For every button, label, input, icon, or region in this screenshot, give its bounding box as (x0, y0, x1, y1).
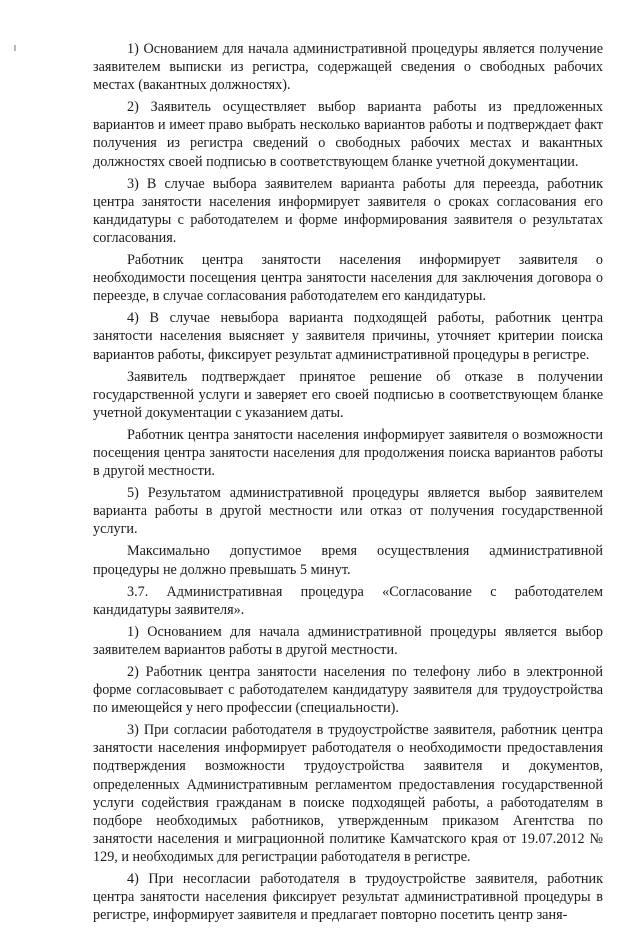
paragraph: 4) В случае невыбора варианта подходящей работы, работник центра занятости населения выясняет у заявителя причины, уточняет критерии поиска вариантов работы, фиксирует результат административной процедуры в регистре. (93, 310, 603, 363)
paragraph: Работник центра занятости населения информирует заявителя о необходимости посещения центра занятости населения для заключения договора о переезде, в случае согласования работодателем его кандидатуры. (93, 252, 603, 305)
paragraph: 5) Результатом административной процедуры является выбор заявителем варианта работы в другой местности или отказ от получения государственной услуги. (93, 485, 603, 538)
paragraph: 3) При согласии работодателя в трудоустройстве заявителя, работник центра занятости населения информирует работодателя о необходимости предоставления подтверждения возможности трудоустройства заявителя и документов, определенных Административным регламентом предоставления государственной услуги содействия гражданам в поиске подходящей работы, а работодателям в подборе необходимых работников, утвержденным приказом Агентства по занятости населения и миграционной политике Камчатского края от 19.07.2012 № 129, и необходимых для регистрации работодателя в регистре. (93, 722, 603, 865)
paragraph: 1) Основанием для начала административной процедуры является получение заявителем выписки из регистра, содержащей сведения о свободных рабочих местах (вакантных должностях). (93, 41, 603, 94)
paragraph: 3) В случае выбора заявителем варианта работы для переезда, работник центра занятости населения информирует заявителя о сроках согласования его кандидатуры с работодателем и форме информирования заявителя о результатах согласования. (93, 175, 603, 246)
paragraph: 1) Основанием для начала административной процедуры является выбор заявителем вариантов работы в другой местности. (93, 623, 603, 658)
paragraph: Заявитель подтверждает принятое решение об отказе в получении государственной услуги и заверяет его своей подписью в соответствующем бланке учетной документации с указанием даты. (93, 368, 603, 421)
paragraph: 2) Работник центра занятости населения по телефону либо в электронной форме согласовывает с работодателем кандидатуру заявителя для трудоустройства по имеющейся у него профессии (специальности). (93, 664, 603, 717)
paragraph: 4) При несогласии работодателя в трудоустройстве заявителя, работник центра занятости населения фиксирует результат административной процедуры в регистре, информирует заявителя и предлагает повторно посетить центр заня- (93, 871, 603, 924)
scan-speck (14, 45, 16, 51)
document-page (93, 40, 603, 928)
paragraph: 2) Заявитель осуществляет выбор варианта работы из предложенных вариантов и имеет право выбрать несколько вариантов работы и подтверждает факт получения из регистра сведений о свободных рабочих местах и вакантных должностях своей подписью в соответствующем бланке учетной документации. (93, 99, 603, 170)
paragraph: Максимально допустимое время осуществления административной процедуры не должно превышать 5 минут. (93, 543, 603, 578)
paragraph: Работник центра занятости населения информирует заявителя о возможности посещения центра занятости населения для продолжения поиска вариантов работы в другой местности. (93, 426, 603, 480)
section-heading: 3.7. Административная процедура «Согласование с работодателем кандидатуры заявителя». (93, 583, 603, 618)
